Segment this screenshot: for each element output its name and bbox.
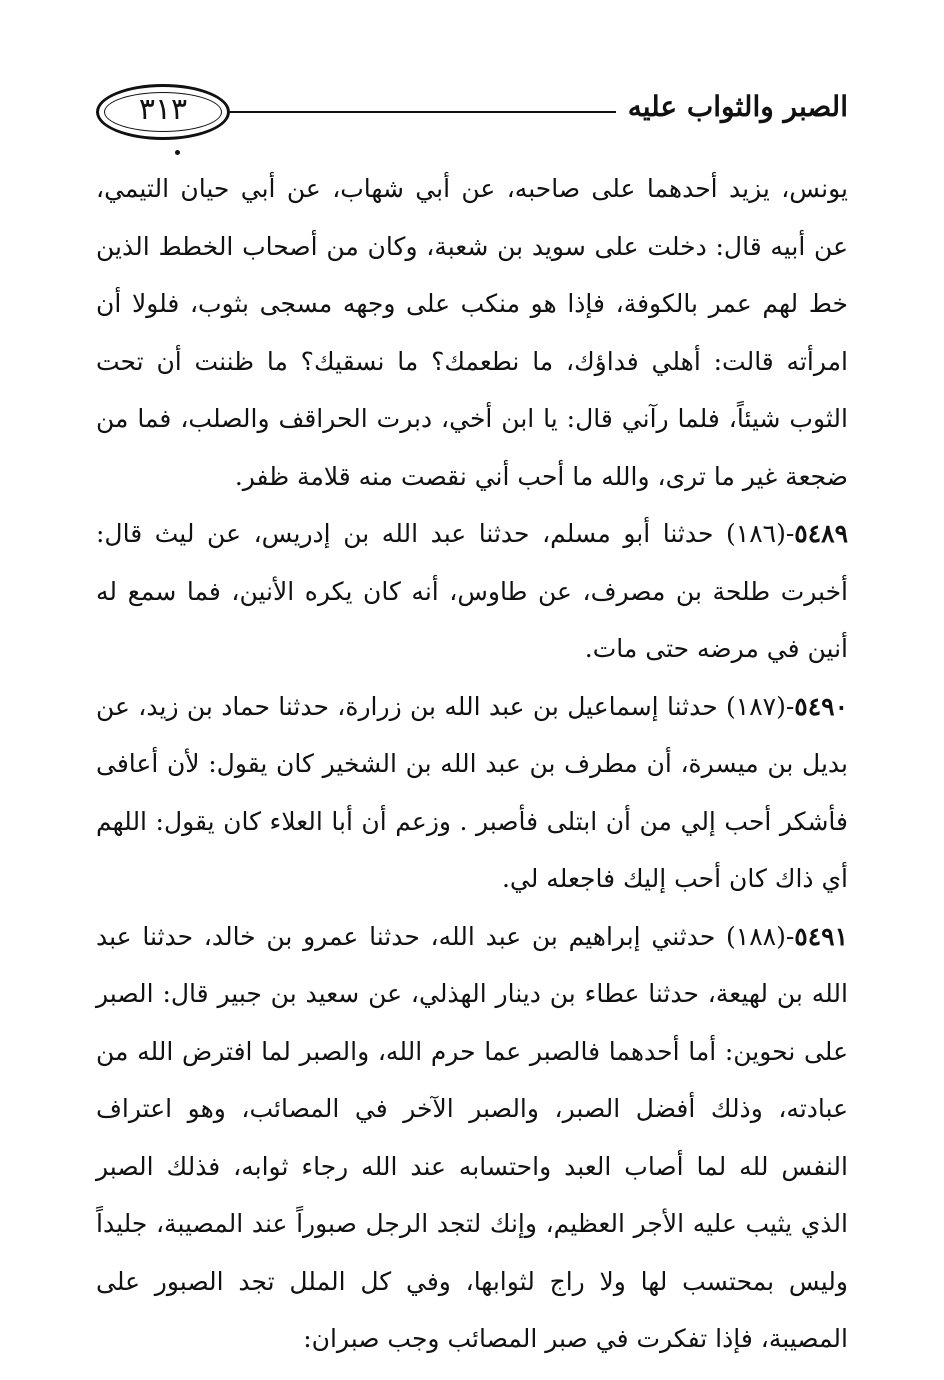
paragraph-text: -(١٨٧) حدثنا إسماعيل بن عبد الله بن زرارة، حدثنا حماد بن زيد، عن بديل بن ميسرة، أن مطرف بن عبد الله بن الشخير كان يقول: لأن أعافى فأشكر أحب إلي من أن ابتلى فأصبر . وزعم أن أبا العلاء كان يقول: اللهم أي ذاك كان أحب إليك فاجعله لي. xyxy=(96,691,848,893)
ornament-dot xyxy=(175,150,180,155)
paragraph-text: يونس، يزيد أحدهما على صاحبه، عن أبي شهاب، عن أبي حيان التيمي، عن أبيه قال: دخلت على سويد بن شعبة، وكان من أصحاب الخطط الذين خط لهم عمر بالكوفة، فإذا هو منكب على وجهه مسجى بثوب، فلولا أن امرأته قالت: أهلي فداؤك، ما نطعمك؟ ما نسقيك؟ ما ظننت أن تحت الثوب شيئاً، فلما رآني قال: يا ابن أخي، دبرت الحراقف والصلب، فما من ضجعة غير ما ترى، والله ما أحب أني نقصت منه قلامة ظفر. xyxy=(96,174,848,491)
page-header xyxy=(96,82,848,152)
page-number: ٣١٣ xyxy=(138,92,188,127)
hadith-number: ٥٤٩٠ xyxy=(794,691,848,721)
hadith-paragraph xyxy=(96,908,848,1368)
hadith-paragraph xyxy=(96,678,848,908)
hadith-number: ٥٤٩١ xyxy=(794,921,848,951)
hadith-number: ٥٤٨٩ xyxy=(794,519,848,548)
paragraph-continuation xyxy=(96,160,848,505)
body-text xyxy=(96,160,848,1368)
paragraph-text: -(١٨٨) حدثني إبراهيم بن عبد الله، حدثنا عمرو بن خالد، حدثنا عبد الله بن لهيعة، حدثنا عطاء بن دينار الهذلي، عن سعيد بن جبير قال: الصبر على نحوين: أما أحدهما فالصبر عما حرم الله، والصبر لما افترض الله من عبادته، وذلك أفضل الصبر، والصبر الآخر في المصائب، وهو اعتراف النفس لله لما أصاب العبد واحتسابه عند الله رجاء ثوابه، فذلك الصبر الذي يثيب عليه الأجر العظيم، وإنك لتجد الرجل صبوراً عند المصيبة، جليداً وليس بمحتسب لها ولا راج لثوابها، وفي كل الملل تجد الصبور على المصيبة، فإذا تفكرت في صبر المصائب وجب صبران: xyxy=(96,921,848,1353)
paragraph-text: -(١٨٦) حدثنا أبو مسلم، حدثنا عبد الله بن إدريس، عن ليث قال: أخبرت طلحة بن مصرف، عن طاوس، أنه كان يكره الأنين، فما سمع له أنين في مرضه حتى مات. xyxy=(96,519,848,663)
hadith-paragraph xyxy=(96,505,848,678)
chapter-title: الصبر والثواب عليه xyxy=(627,90,848,123)
header-rule xyxy=(230,111,616,113)
